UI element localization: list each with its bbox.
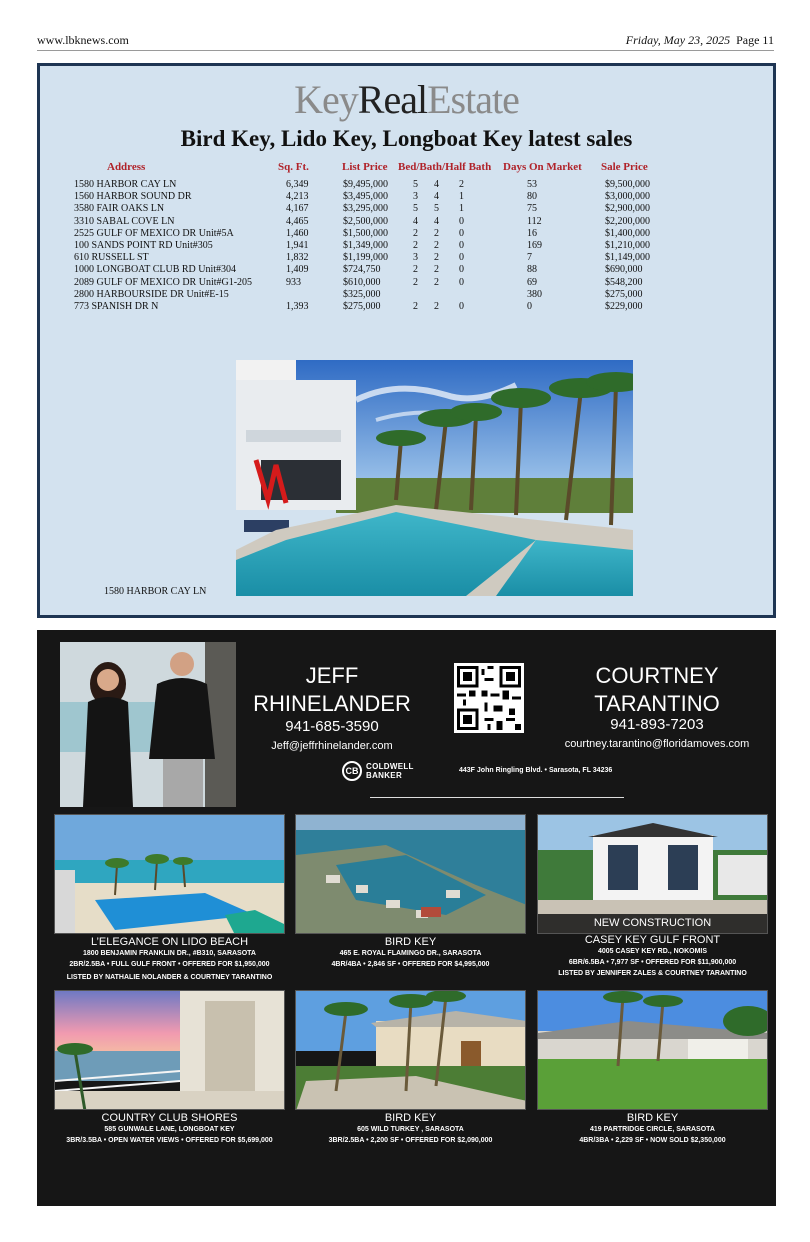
cell-list: $610,000	[343, 276, 381, 288]
header-divider	[37, 50, 774, 51]
sales-row	[40, 191, 773, 203]
agents-photo	[60, 642, 236, 807]
sales-row	[40, 289, 773, 301]
listing-details: 2BR/2.5BA • FULL GULF FRONT • OFFERED FOR $1,950,000	[69, 961, 270, 968]
cell-dom: 75	[527, 203, 537, 215]
cell-bath: 2	[434, 300, 439, 312]
key-real-estate-section	[37, 63, 776, 618]
cell-bed: 2	[413, 276, 418, 288]
cell-sqft: 1,409	[286, 264, 309, 276]
cell-sale: $548,200	[605, 276, 643, 288]
listing-photo-wild-turkey	[295, 990, 526, 1110]
cell-list: $1,349,000	[343, 239, 388, 251]
listing-title: CASEY KEY GULF FRONT	[584, 934, 721, 946]
sales-row	[40, 252, 773, 264]
sales-row	[40, 277, 773, 289]
col-sqft: Sq. Ft.	[278, 161, 309, 173]
page-number: Page 11	[736, 33, 774, 47]
cell-bed: 2	[413, 239, 418, 251]
cell-address: 3580 FAIR OAKS LN	[74, 203, 165, 215]
cell-dom: 169	[527, 239, 542, 251]
listing-agents: LISTED BY JENNIFER ZALES & COURTNEY TARANTINO	[558, 970, 747, 977]
cell-sale: $1,210,000	[605, 239, 650, 251]
cell-sale: $690,000	[605, 264, 643, 276]
cell-sale: $1,400,000	[605, 227, 650, 239]
cell-half: 0	[459, 239, 464, 251]
cell-sale: $275,000	[605, 288, 643, 300]
listing-agents: LISTED BY NATHALIE NOLANDER & COURTNEY TARANTINO	[66, 974, 273, 981]
agent1-phone[interactable]: 941-685-3590	[285, 718, 379, 735]
photo-caption: 1580 HARBOR CAY LN	[104, 586, 207, 597]
cell-list: $9,495,000	[343, 179, 388, 190]
sales-title: Bird Key, Lido Key, Longboat Key latest sales	[180, 126, 633, 151]
col-list-price: List Price	[342, 161, 388, 173]
listing-photo-lido-beach	[54, 814, 285, 934]
page-meta	[626, 33, 774, 48]
cell-address: 3310 SABAL COVE LN	[74, 215, 175, 227]
listing-details: 4BR/3BA • 2,229 SF • NOW SOLD $2,350,000	[579, 1137, 726, 1144]
qr-code[interactable]	[454, 663, 524, 733]
agent2-email[interactable]: courtney.tarantino@floridamoves.com	[564, 738, 750, 750]
sales-row	[40, 179, 773, 191]
listing-details: 6BR/6.5BA • 7,977 SF • OFFERED FOR $11,900,000	[568, 959, 737, 966]
cell-bath: 2	[434, 227, 439, 239]
cell-address: 2800 HARBOURSIDE DR Unit#E-15	[74, 288, 229, 300]
listing-details: 4BR/4BA • 2,846 SF • OFFERED FOR $4,995,000	[331, 961, 490, 968]
cell-sqft: 4,167	[286, 203, 309, 215]
listing-address: 419 PARTRIDGE CIRCLE, SARASOTA	[590, 1126, 715, 1133]
sales-table	[40, 179, 773, 313]
cell-dom: 7	[527, 252, 532, 264]
cell-bed: 4	[413, 215, 418, 227]
cell-half: 0	[459, 252, 464, 264]
col-address: Address	[107, 161, 146, 173]
cell-sqft: 1,832	[286, 252, 309, 264]
listing-photo-casey-key	[537, 814, 768, 934]
cell-address: 2089 GULF OF MEXICO DR Unit#G1-205	[74, 276, 253, 288]
cell-sale: $2,200,000	[605, 215, 650, 227]
cell-dom: 16	[527, 227, 537, 239]
cell-dom: 53	[527, 179, 537, 190]
cell-dom: 112	[527, 215, 542, 227]
col-bed-bath: Bed/Bath/Half Bath	[398, 161, 492, 173]
cell-list: $724,750	[343, 264, 381, 276]
listing-details: 3BR/3.5BA • OPEN WATER VIEWS • OFFERED FOR $5,699,000	[66, 1137, 273, 1144]
harbor-cay-photo	[236, 360, 633, 596]
cell-sale: $1,149,000	[605, 252, 650, 264]
cell-sale: $2,900,000	[605, 203, 650, 215]
cell-bath: 5	[434, 203, 439, 215]
cell-dom: 380	[527, 288, 542, 300]
issue-date: Friday, May 23, 2025	[625, 33, 731, 47]
cell-sqft: 6,349	[286, 179, 309, 190]
office-address: 443F John Ringling Blvd. • Sarasota, FL 34236	[459, 767, 613, 774]
listing-address: 1800 BENJAMIN FRANKLIN DR., #B310, SARASOTA	[83, 950, 256, 957]
cell-half: 0	[459, 215, 464, 227]
agent1-name: JEFF RHINELANDER	[253, 663, 411, 716]
sales-row	[40, 203, 773, 215]
agent2-name: COURTNEY TARANTINO	[594, 663, 720, 716]
cell-bed: 5	[413, 203, 418, 215]
cell-sale: $9,500,000	[605, 179, 650, 190]
listing-title: BIRD KEY	[384, 1112, 437, 1124]
listing-address: 605 WILD TURKEY , SARASOTA	[357, 1126, 464, 1133]
cell-half: 1	[459, 191, 464, 203]
cell-sqft: 4,465	[286, 215, 309, 227]
coldwell-banker-logo: CB COLDWELL BANKER	[342, 761, 414, 781]
cell-sqft: 933	[286, 276, 301, 288]
cell-sqft: 1,941	[286, 239, 309, 251]
listing-address: 4005 CASEY KEY RD., NOKOMIS	[597, 948, 708, 955]
sales-row	[40, 240, 773, 252]
cell-bath: 4	[434, 191, 439, 203]
cell-address: 2525 GULF OF MEXICO DR Unit#5A	[74, 227, 234, 239]
cell-half: 0	[459, 264, 464, 276]
listing-title: BIRD KEY	[626, 1112, 679, 1124]
new-construction-badge: NEW CONSTRUCTION	[538, 914, 767, 933]
cell-address: 610 RUSSELL ST	[74, 252, 149, 264]
cell-half: 0	[459, 227, 464, 239]
cell-bed: 2	[413, 264, 418, 276]
cell-list: $1,199,000	[343, 252, 388, 264]
cell-bath: 2	[434, 252, 439, 264]
cell-bed: 2	[413, 227, 418, 239]
cell-address: 773 SPANISH DR N	[74, 300, 159, 312]
listing-photo-gunwale-lane	[54, 990, 285, 1110]
ad-divider	[370, 797, 624, 798]
cell-dom: 80	[527, 191, 537, 203]
listing-address: 585 GUNWALE LANE, LONGBOAT KEY	[104, 1126, 235, 1133]
listing-title: BIRD KEY	[384, 936, 437, 948]
cell-bed: 3	[413, 252, 418, 264]
cell-sqft: 1,393	[286, 300, 309, 312]
agent2-phone[interactable]: 941-893-7203	[610, 716, 704, 733]
col-days-on-market: Days On Market	[503, 161, 582, 173]
listing-details: 3BR/2.5BA • 2,200 SF • OFFERED FOR $2,090,000	[328, 1137, 493, 1144]
cell-address: 1580 HARBOR CAY LN	[74, 179, 177, 190]
listing-photo-royal-flamingo	[295, 814, 526, 934]
cell-half: 0	[459, 300, 464, 312]
cell-bath: 4	[434, 215, 439, 227]
sales-row	[40, 301, 773, 313]
cell-address: 100 SANDS POINT RD Unit#305	[74, 239, 213, 251]
cell-bath: 2	[434, 276, 439, 288]
cell-bed: 5	[413, 179, 418, 190]
cell-bed: 3	[413, 191, 418, 203]
cell-dom: 0	[527, 300, 532, 312]
listing-title: L’ELEGANCE ON LIDO BEACH	[90, 936, 249, 948]
cell-list: $3,295,000	[343, 203, 388, 215]
cell-sale: $3,000,000	[605, 191, 650, 203]
cb-monogram-icon: CB	[342, 761, 362, 781]
sales-row	[40, 228, 773, 240]
site-url[interactable]: www.lbknews.com	[37, 33, 129, 47]
cell-address: 1000 LONGBOAT CLUB RD Unit#304	[74, 264, 237, 276]
cell-sqft: 4,213	[286, 191, 309, 203]
col-sale-price: Sale Price	[601, 161, 648, 173]
agent1-email[interactable]: Jeff@jeffrhinelander.com	[271, 740, 393, 752]
cell-half: 2	[459, 179, 464, 190]
sales-row	[40, 216, 773, 228]
cell-bath: 2	[434, 264, 439, 276]
cell-list: $325,000	[343, 288, 381, 300]
cell-sqft: 1,460	[286, 227, 309, 239]
cell-list: $3,495,000	[343, 191, 388, 203]
cell-dom: 69	[527, 276, 537, 288]
cell-dom: 88	[527, 264, 537, 276]
cell-bath: 2	[434, 239, 439, 251]
sales-row	[40, 264, 773, 276]
cell-half: 1	[459, 203, 464, 215]
listing-address: 465 E. ROYAL FLAMINGO DR., SARASOTA	[339, 950, 482, 957]
cell-list: $1,500,000	[343, 227, 388, 239]
cell-list: $2,500,000	[343, 215, 388, 227]
listing-photo-partridge-circle	[537, 990, 768, 1110]
cell-sale: $229,000	[605, 300, 643, 312]
cell-address: 1560 HARBOR SOUND DR	[74, 191, 192, 203]
cell-bed: 2	[413, 300, 418, 312]
agent-advertisement	[37, 630, 776, 1206]
listing-title: COUNTRY CLUB SHORES	[101, 1112, 238, 1124]
cell-bath: 4	[434, 179, 439, 190]
cell-list: $275,000	[343, 300, 381, 312]
key-real-estate-logo: KeyRealEstate	[294, 77, 519, 122]
cell-half: 0	[459, 276, 464, 288]
